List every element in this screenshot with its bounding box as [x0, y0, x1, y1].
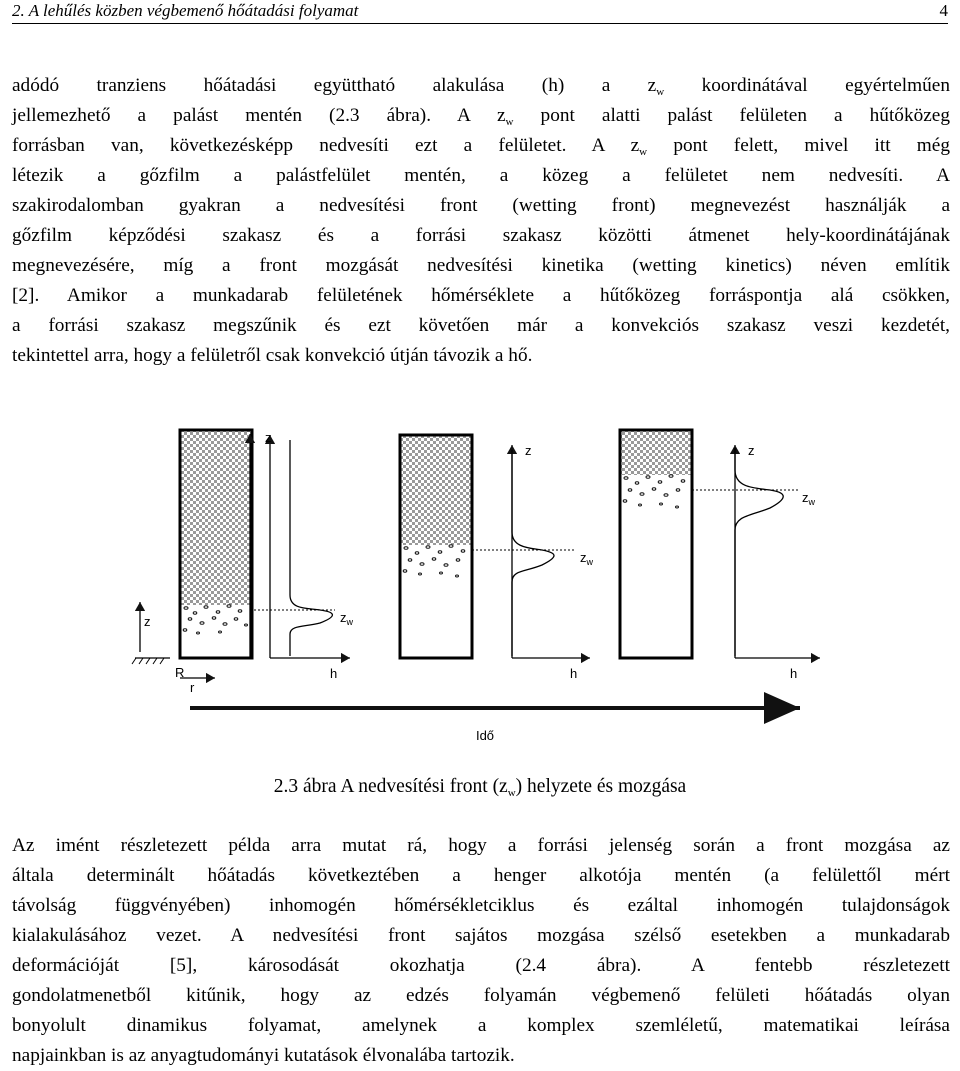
text-line: megnevezésére, míg a front mozgását nedvesítési kinetika (wetting kinetics) néven említik	[12, 255, 950, 276]
text-line: általa determinált hőátadás következtében a henger alkotója mentén (a felülettől mért	[12, 865, 950, 886]
zw-label: $z_w$	[580, 550, 593, 567]
text-line: bonyolult dinamikus folyamat, amelynek a komplex szemléletű, matematikai leírása	[12, 1015, 950, 1036]
text-line: gőzfilm képződési szakasz és a forrási szakasz közötti átmenet hely-koordinátájának	[12, 225, 950, 246]
z-axis-label: z	[748, 443, 755, 458]
z-axis-label: z	[525, 443, 532, 458]
radius-label: R	[175, 665, 185, 680]
text-line: távolság függvényében) inhomogén hőmérsékletciklus és ezáltal inhomogén tulajdonságok	[12, 895, 950, 916]
h-axis-label: h	[570, 666, 578, 681]
text-line: létezik a gőzfilm a palástfelület mentén, a közeg a felületet nem nedvesíti. A	[12, 165, 950, 186]
h-axis-label: h	[330, 666, 338, 681]
z-axis-label: z	[265, 430, 272, 445]
text-line: deformációját [5], károsodását okozhatja (2.4 ábra). A fentebb részletezett	[12, 955, 950, 976]
text-line: szakirodalomban gyakran a nedvesítési front (wetting front) megnevezést használják a	[12, 195, 950, 216]
r-label: r	[190, 680, 195, 695]
text-line: kialakulásához vezet. A nedvesítési front sajátos mozgása szélső esetekben a munkadarab	[12, 925, 950, 946]
h-axis-label: h	[790, 666, 798, 681]
page-number: 4	[939, 1, 948, 20]
wetting-front-figure	[130, 420, 830, 760]
page-header	[12, 0, 948, 24]
text-line: forrásban van, következésképp nedvesíti ezt a felületet. A $z_w$ pont felett, mivel itt még	[12, 135, 950, 158]
zw-label: $z_w$	[802, 490, 815, 507]
time-label: Idő	[475, 728, 495, 743]
chapter-title: 2. A lehűlés közben végbemenő hőátadási folyamat	[12, 1, 359, 20]
text-line: a forrási szakasz megszűnik és ezt követően már a konvekciós szakasz veszi kezdetét,	[12, 315, 950, 336]
paragraph-2	[12, 831, 950, 1071]
text-line: [2]. Amikor a munkadarab felületének hőmérséklete a hűtőközeg forráspontja alá csökken,	[12, 285, 950, 306]
figure-caption: 2.3 ábra A nedvesítési front $(z_w)$ helyzete és mozgása	[273, 776, 687, 799]
panel-1	[132, 430, 354, 695]
text-line: tekintettel arra, hogy a felületről csak konvekció útján távozik a hő.	[12, 345, 533, 366]
text-line: napjainkban is az anyagtudományi kutatások élvonalába tartozik.	[12, 1045, 515, 1066]
z-ground-label: z	[144, 614, 151, 629]
zw-label: $z_w$	[340, 610, 353, 627]
paragraph-1	[12, 71, 950, 371]
panel-2	[400, 435, 594, 681]
text-line: jellemezhető a palást mentén (2.3 ábra). A $z_w$ pont alatti palást felületen a hűtőközeg	[12, 105, 950, 128]
text-line: adódó tranziens hőátadási együttható alakulása (h) a $z_w$ koordinátával egyértelműen	[12, 75, 950, 98]
panel-3	[620, 430, 820, 681]
header-rule	[12, 23, 948, 24]
text-line: Az imént részletezett példa arra mutat rá, hogy a forrási jelenség során a front mozgása az	[12, 835, 950, 856]
text-line: gondolatmenetből kitűnik, hogy az edzés folyamán végbemenő felületi hőátadás olyan	[12, 985, 950, 1006]
